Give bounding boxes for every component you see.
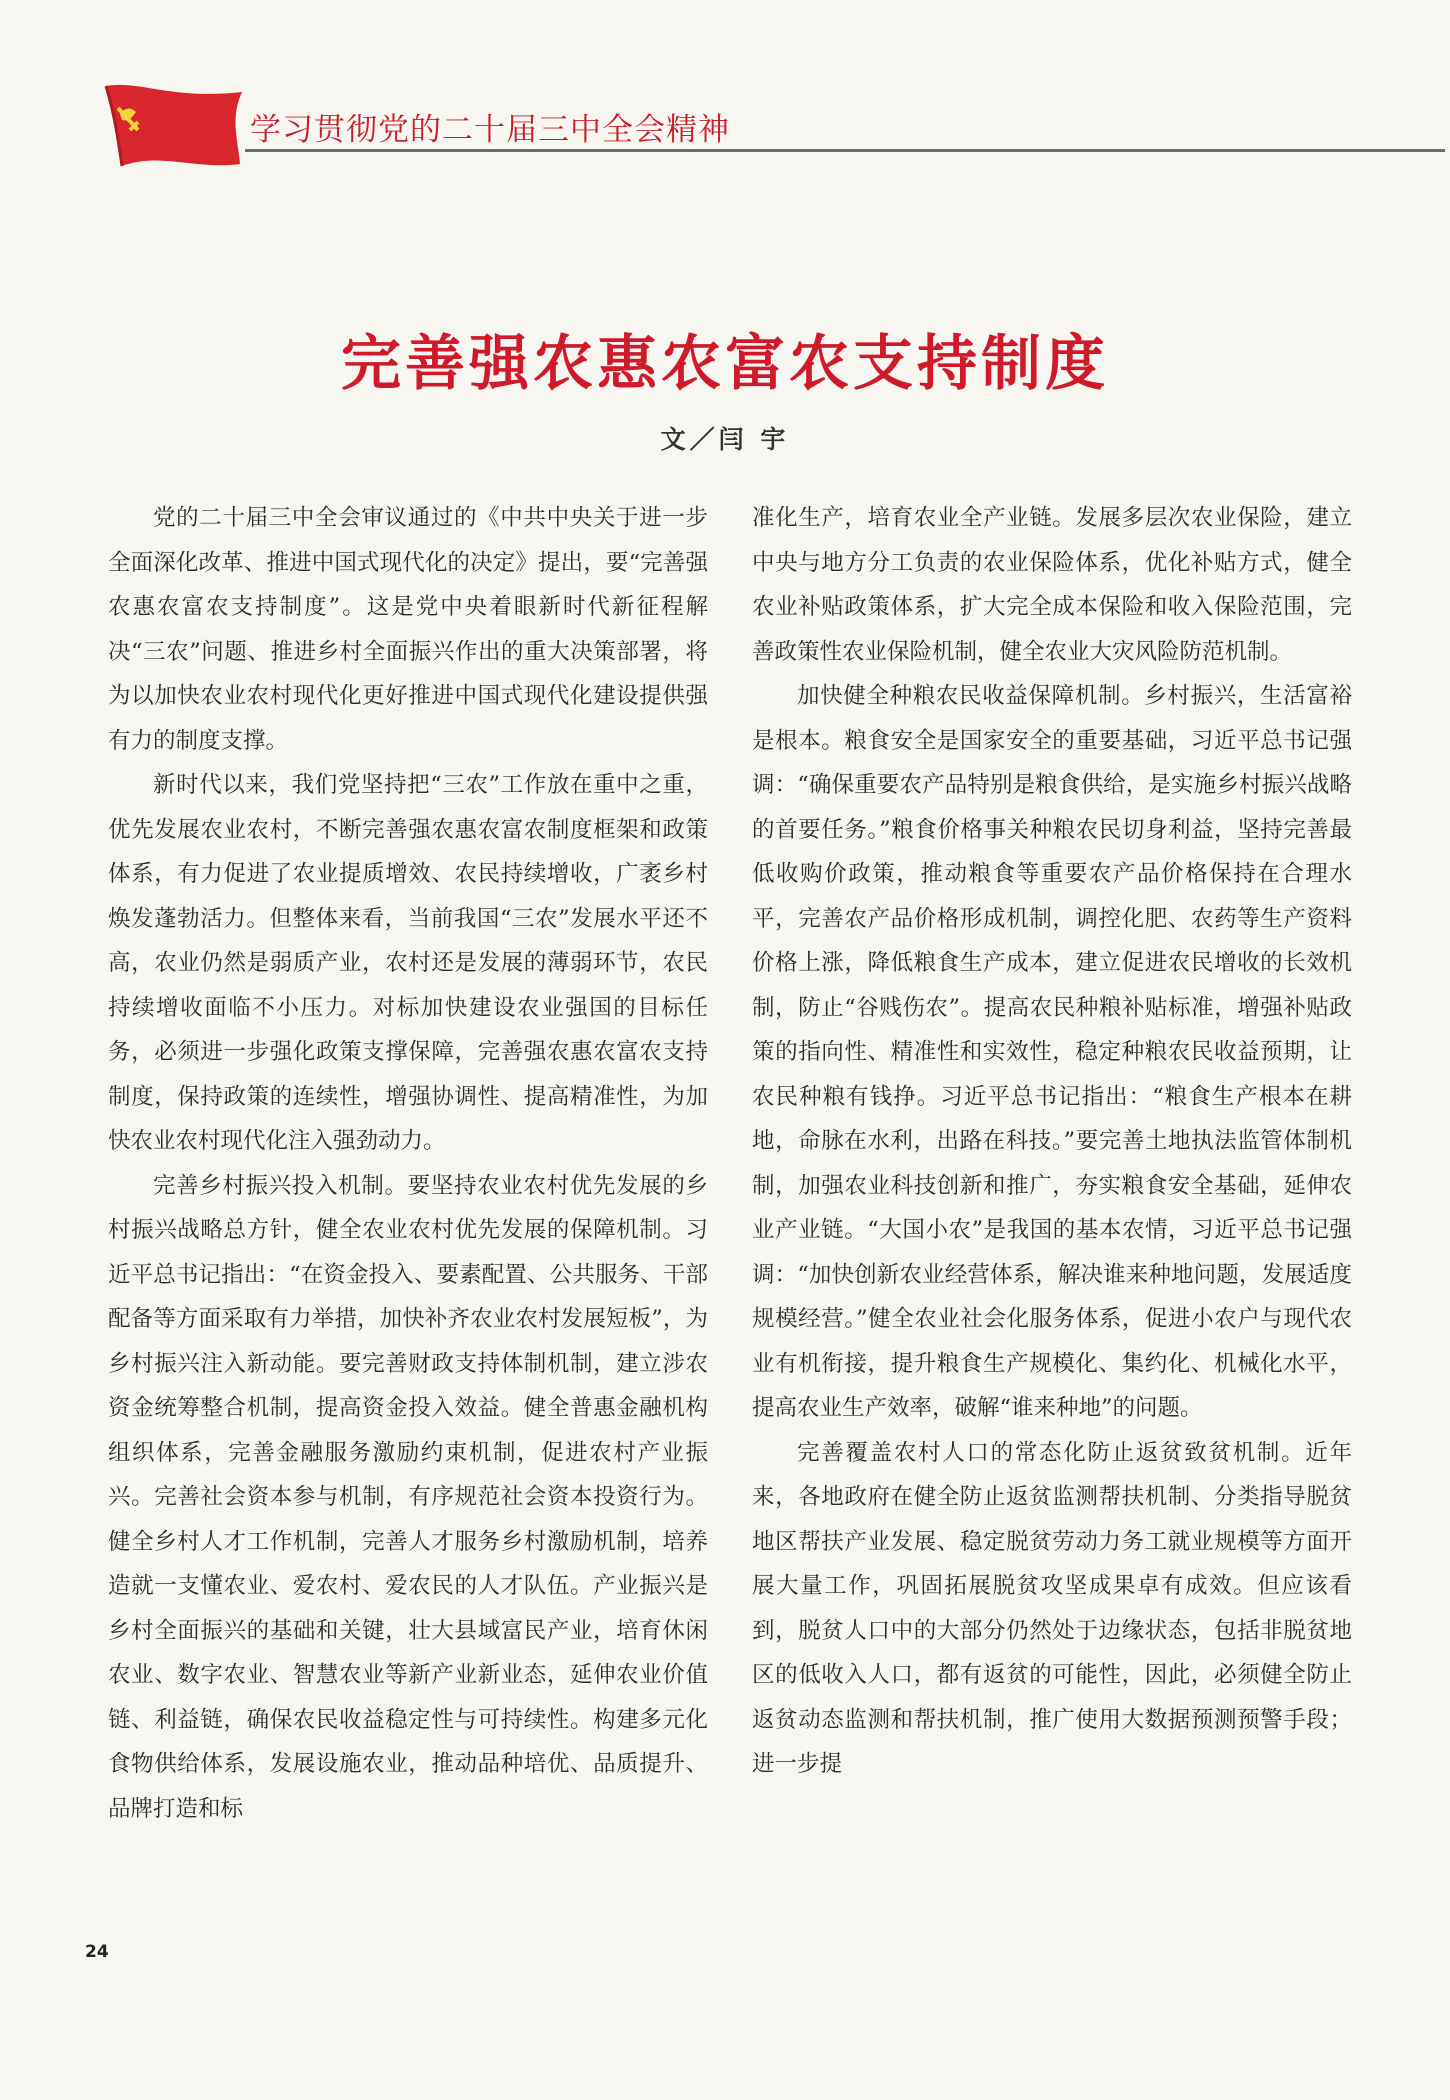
header-divider [245,149,1445,152]
paragraph: 准化生产，培育农业全产业链。发展多层次农业保险，建立中央与地方分工负责的农业保险体系，优化补贴方式，健全农业补贴政策体系，扩大完全成本保险和收入保险范围，完善政策性农业保险机制，健全农业大灾风险防范机制。 [752,505,1352,665]
left-column [108,496,708,1916]
paragraph: 完善乡村振兴投入机制。要坚持农业农村优先发展的乡村振兴战略总方针，健全农业农村优先发展的保障机制。习近平总书记指出：“在资金投入、要素配置、公共服务、干部配备等方面采取有力举措，加快补齐农业农村发展短板”，为乡村振兴注入新动能。要完善财政支持体制机制，建立涉农资金统筹整合机制，提高资金投入效益。健全普惠金融机构组织体系，完善金融服务激励约束机制，促进农村产业振兴。完善社会资本参与机制，有序规范社会资本投资行为。健全乡村人才工作机制，完善人才服务乡村激励机制，培养造就一支懂农业、爱农村、爱农民的人才队伍。产业振兴是乡村全面振兴的基础和关键，壮大县域富民产业，培育休闲农业、数字农业、智慧农业等新产业新业态，延伸农业价值链、利益链，确保农民收益稳定性与可持续性。构建多元化食物供给体系，发展设施农业，推动品种培优、品质提升、品牌打造和标 [108,1172,708,1822]
paragraph: 新时代以来，我们党坚持把“三农”工作放在重中之重，优先发展农业农村，不断完善强农惠农富农制度框架和政策体系，有力促进了农业提质增效、农民持续增收，广袤乡村焕发蓬勃活力。但整体来看，当前我国“三农”发展水平还不高，农业仍然是弱质产业，农村还是发展的薄弱环节，农民持续增收面临不小压力。对标加快建设农业强国的目标任务，必须进一步强化政策支撑保障，完善强农惠农富农支持制度，保持政策的连续性，增强协调性、提高精准性，为加快农业农村现代化注入强劲动力。 [108,772,708,1154]
paragraph: 党的二十届三中全会审议通过的《中共中央关于进一步全面深化改革、推进中国式现代化的决定》提出，要“完善强农惠农富农支持制度”。这是党中央着眼新时代新征程解决“三农”问题、推进乡村全面振兴作出的重大决策部署，将为以加快农业农村现代化更好推进中国式现代化建设提供强有力的制度支撑。 [108,505,708,754]
party-flag-icon [100,78,245,173]
paragraph: 加快健全种粮农民收益保障机制。乡村振兴，生活富裕是根本。粮食安全是国家安全的重要基础，习近平总书记强调：“确保重要农产品特别是粮食供给，是实施乡村振兴战略的首要任务。”粮食价格事关种粮农民切身利益，坚持完善最低收购价政策，推动粮食等重要农产品价格保持在合理水平，完善农产品价格形成机制，调控化肥、农药等生产资料价格上涨，降低粮食生产成本，建立促进农民增收的长效机制，防止“谷贱伤农”。提高农民种粮补贴标准，增强补贴政策的指向性、精准性和实效性，稳定种粮农民收益预期，让农民种粮有钱挣。习近平总书记指出：“粮食生产根本在耕地，命脉在水利，出路在科技。”要完善土地执法监管体制机制，加强农业科技创新和推广，夯实粮食安全基础，延伸农业产业链。“大国小农”是我国的基本农情，习近平总书记强调：“加快创新农业经营体系，解决谁来种地问题，发展适度规模经营。”健全农业社会化服务体系，促进小农户与现代农业有机衔接，提升粮食生产规模化、集约化、机械化水平，提高农业生产效率，破解“谁来种地”的问题。 [752,683,1352,1421]
article-title: 完善强农惠农富农支持制度 [341,329,1109,399]
section-header [100,78,1445,173]
paragraph: 完善覆盖农村人口的常态化防止返贫致贫机制。近年来，各地政府在健全防止返贫监测帮扶机制、分类指导脱贫地区帮扶产业发展、稳定脱贫劳动力务工就业规模等方面开展大量工作，巩固拓展脱贫攻坚成果卓有成效。但应该看到，脱贫人口中的大部分仍然处于边缘状态，包括非脱贫地区的低收入人口，都有返贫的可能性，因此，必须健全防止返贫动态监测和帮扶机制，推广使用大数据预测预警手段；进一步提 [752,1439,1352,1777]
page-number: 24 [85,1942,109,1962]
right-column [752,496,1352,1916]
article-byline: 文／闫 宇 [660,425,790,454]
section-title: 学习贯彻党的二十届三中全会精神 [250,112,730,148]
